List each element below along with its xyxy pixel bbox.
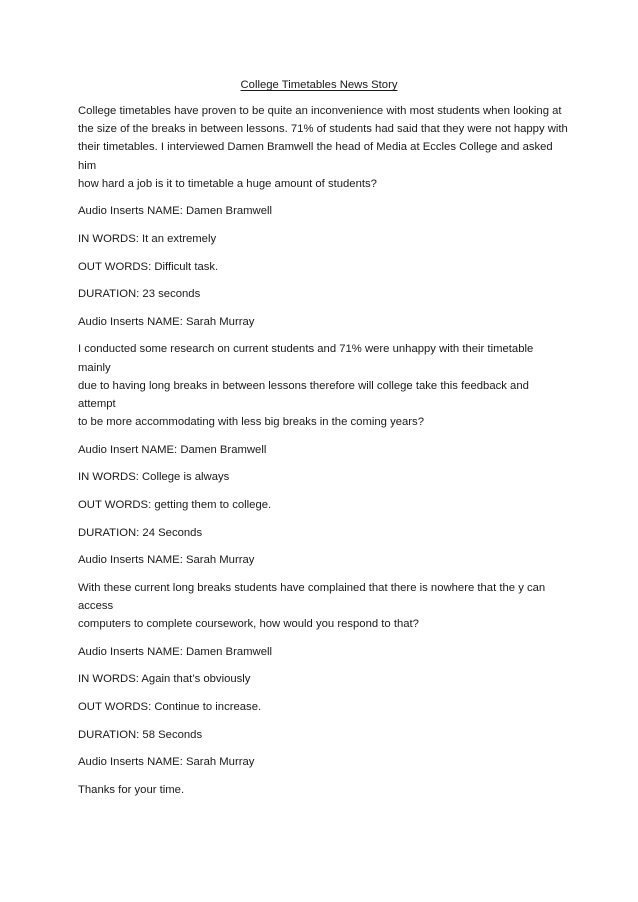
audio-insert-label: Audio Inserts NAME: Damen Bramwell xyxy=(78,205,272,218)
document-title: College Timetables News Story xyxy=(240,79,398,91)
duration-line: DURATION: 24 Seconds xyxy=(78,526,203,539)
audio-insert-label: Audio Inserts NAME: Sarah Murray xyxy=(78,315,255,328)
duration-line: DURATION: 23 seconds xyxy=(78,288,201,301)
document-body xyxy=(78,102,568,808)
question-paragraph: With these current long breaks students have complained that there is nowhere that the y can access computers to complete coursework, how would you respond to that? xyxy=(78,581,546,631)
out-words-line: OUT WORDS: getting them to college. xyxy=(78,498,272,511)
out-words-line: OUT WORDS: Difficult task. xyxy=(78,260,219,273)
audio-insert-label: Audio Inserts NAME: Damen Bramwell xyxy=(78,645,272,658)
in-words-line: IN WORDS: It an extremely xyxy=(78,233,217,245)
in-words-line: IN WORDS: College is always xyxy=(78,471,230,484)
intro-paragraph: College timetables have proven to be quite an inconvenience with most students when looking at the size of the breaks in between lessons. 71% of students had said that they were not happy with their timetables. I interviewed Damen Bramwell the head of Media at Eccles College and asked him how hard a job is it to timetable a huge amount of students? xyxy=(78,105,568,190)
in-words-line: IN WORDS: Again that’s obviously xyxy=(78,673,251,686)
audio-insert-label: Audio Insert NAME: Damen Bramwell xyxy=(78,443,267,456)
audio-insert-label: Audio Inserts NAME: Sarah Murray xyxy=(78,756,255,769)
question-paragraph: I conducted some research on current students and 71% were unhappy with their timetable mainly due to having long breaks in between lessons therefore will college take this feedback and attempt to be more accommodating with less big breaks in the coming years? xyxy=(78,343,534,429)
duration-line: DURATION: 58 Seconds xyxy=(78,728,203,741)
out-words-line: OUT WORDS: Continue to increase. xyxy=(78,700,262,713)
audio-insert-label: Audio Inserts NAME: Sarah Murray xyxy=(78,554,255,567)
closing-line: Thanks for your time. xyxy=(78,783,185,796)
